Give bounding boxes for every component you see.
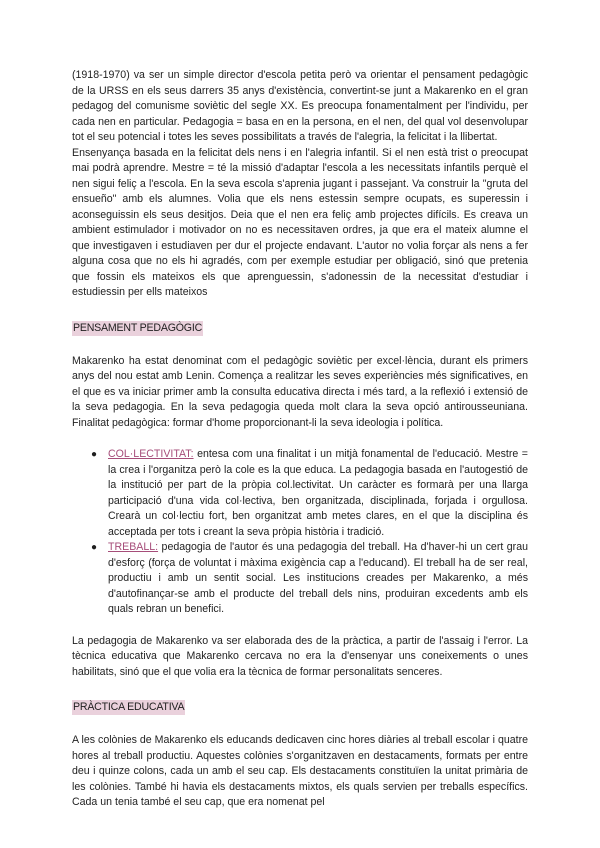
- bullet-icon: ●: [91, 449, 98, 460]
- list-item: [91, 540, 528, 618]
- practica-paragraph: A les colònies de Makarenko els educands dedicaven cinc hores diàries al treball escolar i quatre hores al treball productiu. Aquestes colònies s'organitzaven en destacaments, formats per entre deu i quinze colons, cada un amb el seu cap. Els destacaments constituïen la unitat primària de les colònies. També hi havia els destacaments mixtos, els quals servien per treballs específics. Cada un tenia també el seu cap, que era nomenat pel: [72, 734, 528, 808]
- section-heading-wrap: [72, 697, 528, 715]
- bullet-icon: ●: [91, 542, 98, 553]
- intro-paragraph-1: (1918-1970) va ser un simple director d'escola petita però va orientar el pensament pedagògic de la URSS en els seus darrers 35 anys d'existència, convertint-se junt a Makarenko en el gran pedagog del comunisme soviètic del segle XX. Es preocupa fonamentalment per l'individu, per cada nen en particular. Pedagogia = basa en en la persona, en el nen, del qual vol desenvolupar tot el seu potencial i totes les seves possibilitats a través de l'alegria, la felicitat i la llibertat.: [72, 69, 528, 143]
- list-item-text: entesa com una finalitat i un mitjà fonamental de l'educació. Mestre = la crea i l'organitza però la cole es la que educa. La pedagogia basada en l'autogestió de la institució per part de la pròpia col.lectivitat. Un caràcter es formarà per una llarga participació d'una vida col·lectiva, ben organitzada, disciplinada, forjada i orgullosa. Crearà un col·lectiu fort, ben organitzat amb metes clares, en el que la disciplina és acceptada per tots i creant la seva pròpia història i tradició.: [108, 448, 528, 538]
- section-heading-pensament: PENSAMENT PEDAGÒGIC: [73, 321, 203, 334]
- principles-list: [72, 447, 528, 618]
- term-link-collectivitat[interactable]: COL·LECTIVITAT:: [108, 448, 194, 460]
- intro-paragraph-2: Ensenyança basada en la felicitat dels nens i en l'alegria infantil. Si el nen està trist o preocupat mai podrà aprendre. Mestre = té la missió d'adaptar l'escola a les necessitats infantils perquè el nen sigui feliç a l'escola. En la seva escola s'aprenia jugant i passejant. Va construir la "gruta del ensueño" amb els alumnes. Volia que els nens estessin sempre ocupats, es superessin i aconseguissin els seus desitjos. Deia que el nen era feliç amb projectes difícils. Es creava un ambient estimulador i motivador on no es necessitaven ordres, ja que era el mateix alumne el que investigaven i estudiaven per dur el projecte endavant. L'autor no volia forçar als nens a fer alguna cosa que no els hi agradés, com per exemple estudiar per obligació, sinó que pretenia que fossin els mateixos els que aprenguessin, s'adonessin de la necessitat d'estudiar i estudiessin per ells mateixos: [72, 146, 528, 298]
- list-item-text: pedagogia de l'autor és una pedagogia del treball. Ha d'haver-hi un cert grau d'esforç (força de voluntat i màxima exigència cap a l'educand). El treball ha de ser real, productiu i amb un sentit social. Les institucions creades per Makarenko, a més d'autofinançar-se amb el producte del treball dels nins, produiran excedents amb els quals rebran un benefici.: [108, 541, 528, 615]
- pensament-paragraph: Makarenko ha estat denominat com el pedagògic soviètic per excel·lència, durant els primers anys del nou estat amb Lenin. Comença a realitzar les seves experiències més significatives, en el que es va iniciar primer amb la consulta educativa directa i més tard, a la reflexió i extensió de la seva pedagogia. En la seva pedagogia queda molt clara la seva opció antirousseuniana. Finalitat pedagògica: formar d'home proporcionant-li la seva ideologia i política.: [72, 354, 528, 429]
- term-link-treball[interactable]: TREBALL:: [108, 541, 159, 553]
- section-heading-practica: PRÀCTICA EDUCATIVA: [73, 701, 185, 713]
- list-item: [91, 447, 528, 540]
- pensament-closing-paragraph: La pedagogia de Makarenko va ser elaborada des de la pràctica, a partir de l'assaig i l'error. La tècnica educativa que Makarenko cercava no era la d'ensenyar uns coneixements o unes habilitats, sinó que el que volia era la tècnica de formar personalitats senceres.: [72, 634, 528, 678]
- section-heading-wrap: [72, 318, 528, 336]
